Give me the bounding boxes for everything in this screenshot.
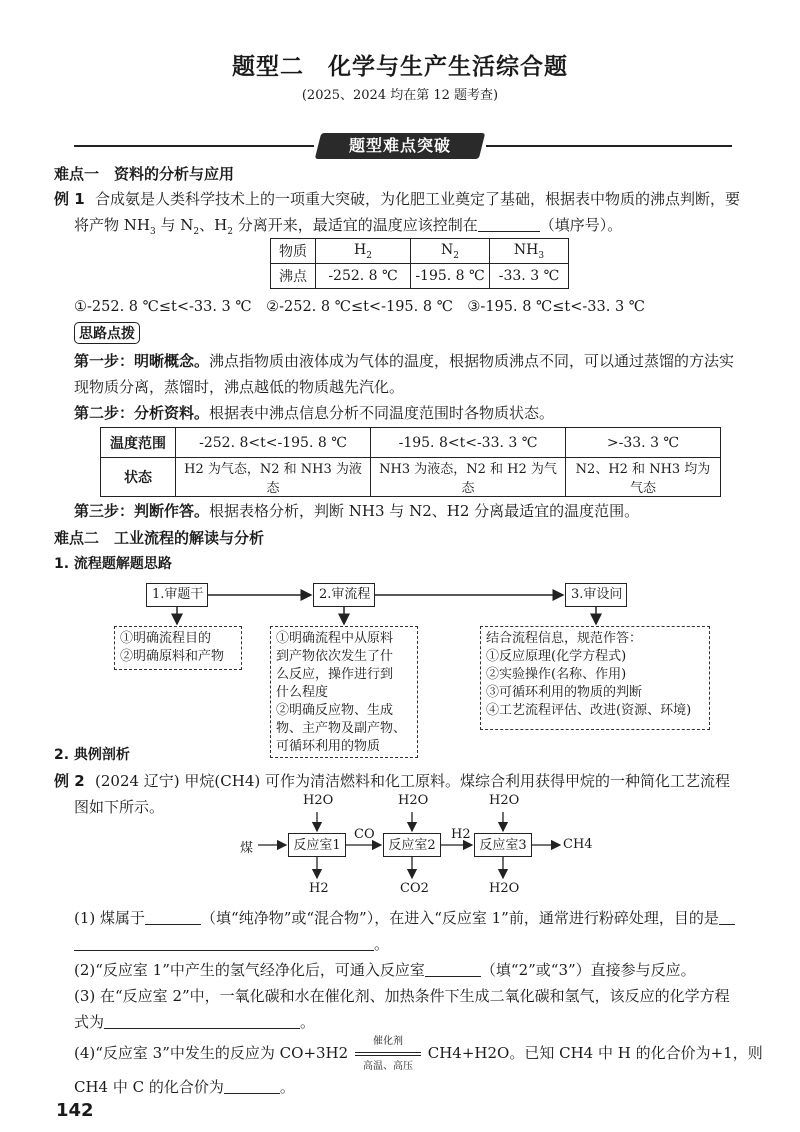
detail-item: 可循环利用的物质 <box>276 739 381 754</box>
question-3: (3) 在“反应室 2”中，一氧化碳和水在催化剂、加热条件下生成二氧化碳和氢气，该反应的化学方程 <box>74 987 730 1005</box>
detail-item: ②明确原料和产物 <box>120 649 225 664</box>
detail-item: ④工艺流程评估、改进(资源、环境) <box>486 703 692 718</box>
example2-stem-line1: (2024 辽宁) 甲烷(CH4) 可作为清洁燃料和化工原料。煤综合利用获得甲烷的一种简化工艺流程 <box>95 772 730 790</box>
reaction-condition: 催化剂 高温、高压 <box>353 1046 423 1062</box>
section-flow-approach: 1. 流程题解题思路 <box>54 556 172 572</box>
table-cell: -252. 8<t<-195. 8 ℃ <box>176 428 371 458</box>
process-link-co: CO <box>354 827 375 842</box>
table-header-cell: $H_2$ <box>316 239 411 264</box>
step2-line: 第二步：分析资料。根据表中沸点信息分析不同温度范围时各物质状态。 <box>74 404 555 422</box>
table-cell: NH3 为液态，N2 和 H2 为气态 <box>371 458 566 497</box>
detail-item: ①明确流程目的 <box>120 631 212 646</box>
detail-item: ①明确流程中从原料 <box>276 631 394 646</box>
example1-stem-line1: 合成氨是人类科学技术上的一项重大突破，为化肥工业奠定了基础，根据表中物质的沸点判断，要 <box>95 190 741 208</box>
question-2: (2)“反应室 1”中产生的氢气经净化后，可通入反应室 （填“2”或“3”）直接参与反应。 <box>74 961 696 979</box>
table-row-label: 沸点 <box>271 264 316 289</box>
table-cell: -195. 8 ℃ <box>411 264 490 289</box>
table-cell: H2 为气态，N2 和 NH3 为液态 <box>176 458 371 497</box>
question-1-cont: 。 <box>74 933 389 954</box>
reaction-room-3: 反应室3 <box>474 833 532 857</box>
flow-box-process: 2.审流程 <box>313 583 375 607</box>
detail-item: ②明确反应物、生成 <box>276 703 394 718</box>
example1-stem-line2: 将产物 $NH_3$ 与 $N_2$、$H_2$ 分离开来，最适宜的温度应该控制在 （填序号）。 <box>74 216 623 237</box>
process-top-label: H2O <box>398 793 429 808</box>
detail-item: ②实验操作(名称、作用) <box>486 667 627 682</box>
page-number: 142 <box>56 1100 94 1121</box>
detail-item: ③可循环利用的物质的判断 <box>486 685 643 700</box>
detail-item: 物、主产物及副产物、 <box>276 721 407 736</box>
detail-item: 什么程度 <box>276 685 329 700</box>
reaction-room-1: 反应室1 <box>288 833 346 857</box>
process-output-ch4: CH4 <box>563 837 593 852</box>
flow-box-question-stem: 1.审题干 <box>146 583 208 607</box>
answer-blank[interactable] <box>719 910 735 925</box>
detail-item: 么反应，操作进行到 <box>276 667 394 682</box>
table-row-label: 状态 <box>101 458 176 497</box>
detail-item: ①反应原理(化学方程式) <box>486 649 627 664</box>
process-top-label: H2O <box>303 793 334 808</box>
table-header-cell: $NH_3$ <box>490 239 569 264</box>
process-link-h2: H2 <box>451 827 471 842</box>
flow-box-questions: 3.审设问 <box>565 583 627 607</box>
table-header-cell: $N_2$ <box>411 239 490 264</box>
step3-line: 第三步：判断作答。根据表格分析，判断 NH3 与 N2、H2 分离最适宜的温度范围。 <box>74 502 640 520</box>
process-input-coal: 煤 <box>240 841 254 856</box>
process-bottom-label: CO2 <box>400 881 429 896</box>
answer-blank[interactable] <box>145 910 201 925</box>
page-subtitle: (2025、2024 均在第 12 题考查) <box>301 88 499 103</box>
table-cell: -33. 3 ℃ <box>490 264 569 289</box>
answer-blank[interactable] <box>74 936 374 951</box>
difficulty2-heading: 难点二 工业流程的解读与分析 <box>54 529 265 547</box>
table-cell: N2、H2 和 NH3 均为气态 <box>566 458 721 497</box>
table-header-cell: 温度范围 <box>101 428 176 458</box>
detail-item: 到产物依次发生了什 <box>276 649 394 664</box>
page-title: 题型二 化学与生产生活综合题 <box>232 54 568 80</box>
example2-label: 例 2 <box>54 772 85 790</box>
table-cell: -195. 8<t<-33. 3 ℃ <box>371 428 566 458</box>
table-header-cell: 物质 <box>271 239 316 264</box>
table-cell: >-33. 3 ℃ <box>566 428 721 458</box>
process-top-label: H2O <box>489 793 520 808</box>
table-cell: -252. 8 ℃ <box>316 264 411 289</box>
answer-blank[interactable] <box>104 1014 300 1029</box>
step1-line2: 现物质分离，蒸馏时，沸点越低的物质越先汽化。 <box>74 378 405 396</box>
example1-options: ①-252. 8 ℃≤t<-33. 3 ℃ ②-252. 8 ℃≤t<-195. 8 ℃ ③-195. 8 ℃≤t<-33. 3 ℃ <box>74 299 646 315</box>
detail-item: 结合流程信息，规范作答： <box>486 631 643 646</box>
hint-tag: 思路点拨 <box>74 322 140 344</box>
example1-label: 例 1 <box>54 190 85 208</box>
process-bottom-label: H2O <box>489 881 520 896</box>
answer-blank[interactable] <box>224 1079 280 1094</box>
question-3-cont: 式为 。 <box>74 1013 316 1031</box>
question-4: (4)“反应室 3”中发生的反应为 CO+3H2 催化剂 高温、高压 CH4+H2O。已知 CH4 中 H 的化合价为+1，则 <box>74 1036 763 1072</box>
difficulty1-heading: 难点一 资料的分析与应用 <box>54 165 235 183</box>
section-typical-example: 2. 典例剖析 <box>54 747 130 763</box>
section-banner: 题型难点突破 <box>315 133 485 159</box>
question-1: (1) 煤属于 （填“纯净物”或“混合物”），在进入“反应室 1”前，通常进行粉碎处理，目的是 <box>74 907 735 928</box>
reaction-room-2: 反应室2 <box>383 833 441 857</box>
question-4-cont: CH4 中 C 的化合价为 。 <box>74 1078 295 1096</box>
process-bottom-label: H2 <box>309 881 329 896</box>
answer-blank[interactable] <box>425 962 481 977</box>
example2-stem-line2: 图如下所示。 <box>74 798 165 816</box>
step1-line: 第一步：明晰概念。沸点指物质由液体成为气体的温度，根据物质沸点不同，可以通过蒸馏的方法实 <box>74 352 735 370</box>
